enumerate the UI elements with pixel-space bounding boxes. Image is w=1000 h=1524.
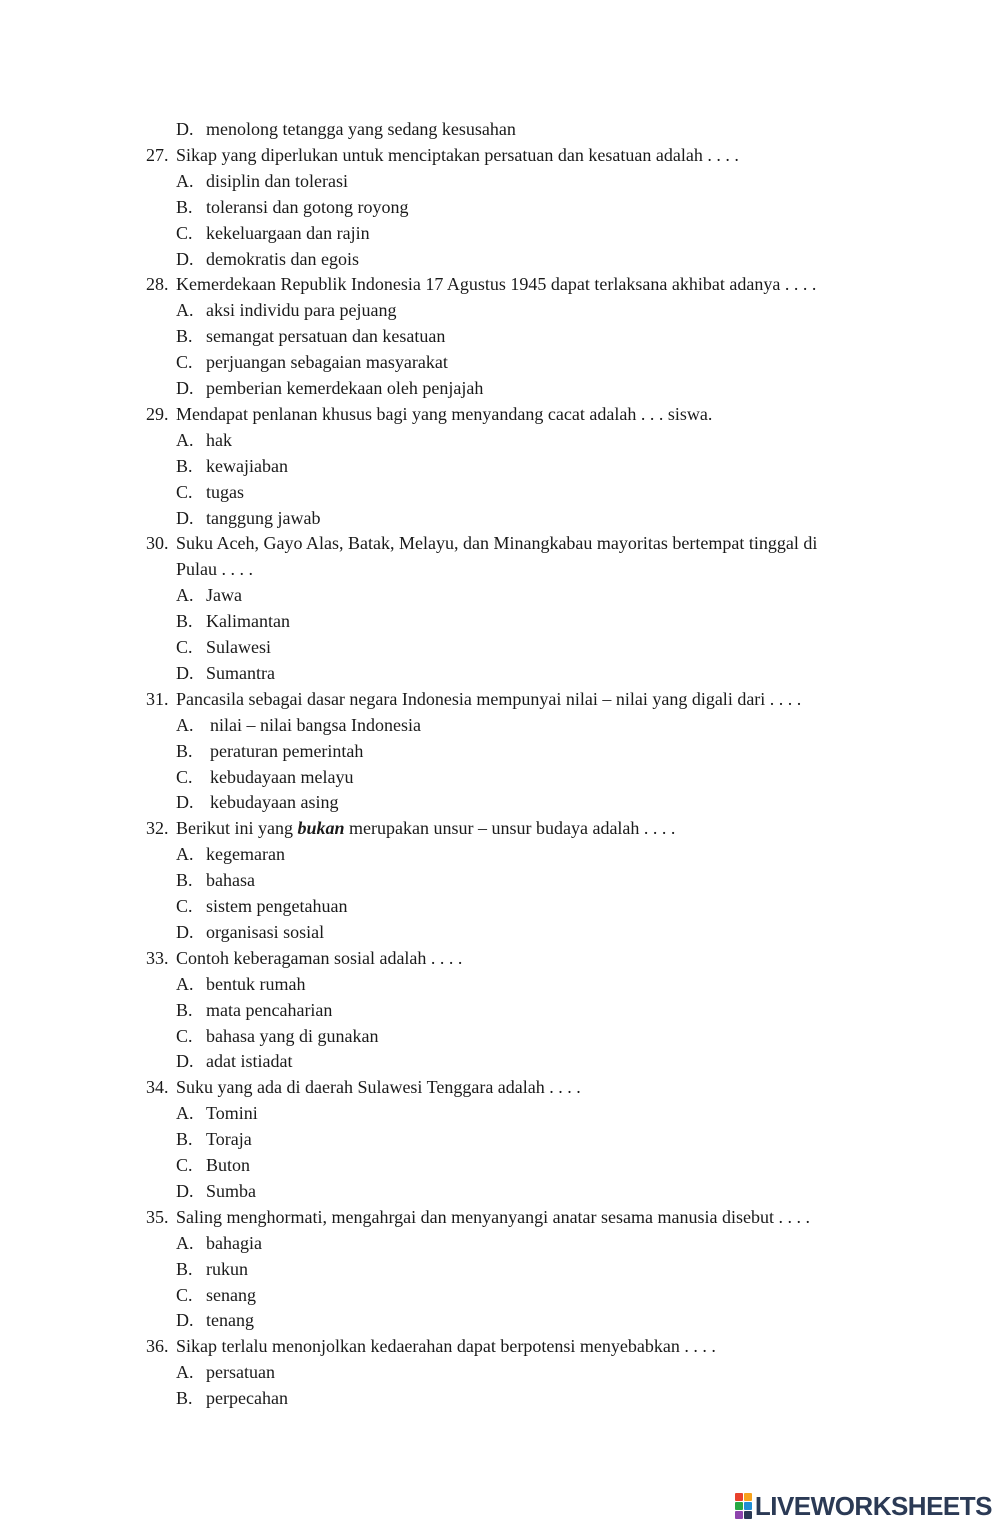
question-text-part: Suku yang ada di daerah Sulawesi Tenggara adalah . . . . (176, 1077, 581, 1098)
option-text[interactable]: kebudayaan asing (210, 792, 339, 813)
option-text[interactable]: adat istiadat (206, 1051, 293, 1072)
option-letter: C. (176, 222, 193, 243)
question-number: 28. (146, 274, 169, 295)
option-text[interactable]: kekeluargaan dan rajin (206, 222, 370, 243)
option-text[interactable]: kewajiaban (206, 455, 288, 476)
question-text-part: Mendapat penlanan khusus bagi yang menyandang cacat adalah . . . siswa. (176, 403, 713, 424)
option-letter: A. (176, 1362, 194, 1383)
option-letter: C. (176, 1025, 193, 1046)
option-text[interactable]: nilai – nilai bangsa Indonesia (210, 714, 421, 735)
logo-block (735, 1511, 743, 1519)
option-letter: A. (176, 300, 194, 321)
option-letter: B. (176, 870, 193, 891)
option-text[interactable]: kebudayaan melayu (210, 766, 354, 787)
question-text (176, 143, 739, 167)
question-number: 29. (146, 403, 169, 424)
option-letter: B. (176, 1388, 193, 1409)
option-letter: A. (176, 973, 194, 994)
option-text[interactable]: bentuk rumah (206, 973, 306, 994)
option-text[interactable]: peraturan pemerintah (210, 740, 364, 761)
question-text (176, 1075, 581, 1099)
option-letter: D. (176, 248, 194, 269)
option-letter: D. (176, 507, 194, 528)
option-letter: D. (176, 662, 194, 683)
option-text[interactable]: Tomini (206, 1103, 258, 1124)
question-text (176, 402, 712, 426)
brand-name: LIVEWORKSHEETS (754, 1490, 992, 1521)
option-letter: B. (176, 611, 193, 632)
option-text[interactable]: Buton (206, 1155, 251, 1175)
logo-block (744, 1502, 752, 1510)
option-text[interactable]: menolong tetangga yang sedang kesusahan (206, 119, 516, 139)
question-number: 36. (146, 1336, 169, 1357)
option-letter: B. (176, 455, 193, 476)
option-letter: C. (176, 766, 193, 787)
question-text (176, 1334, 716, 1358)
option-text[interactable]: toleransi dan gotong royong (206, 196, 409, 217)
liveworksheets-logo-icon (735, 1493, 752, 1519)
question-text (176, 687, 801, 711)
question-text-part: merupakan unsur – unsur budaya adalah . . . . (344, 818, 676, 839)
question-number: 34. (146, 1077, 169, 1098)
option-letter: C. (176, 896, 193, 916)
logo-block (744, 1493, 752, 1501)
question-text-part: Kemerdekaan Republik Indonesia 17 Agustus 1945 dapat terlaksana akhibat adanya . . . . (176, 274, 817, 295)
question-text (176, 816, 675, 840)
option-letter: A. (176, 844, 194, 865)
question-text-part: Saling menghormati, mengahrgai dan menyanyangi anatar sesama manusia disebut . . . . (176, 1206, 810, 1227)
option-text[interactable]: Jawa (206, 585, 242, 606)
option-text[interactable]: mata pencaharian (206, 999, 333, 1020)
question-number: 27. (146, 144, 169, 165)
question-text-part: Contoh keberagaman sosial adalah . . . . (176, 947, 463, 968)
option-text[interactable]: Kalimantan (206, 611, 290, 632)
option-letter: D. (176, 1051, 194, 1072)
option-text[interactable]: senang (206, 1284, 256, 1305)
question-text-part: Sikap terlalu menonjolkan kedaerahan dapat berpotensi menyebabkan . . . . (176, 1336, 716, 1357)
option-text[interactable]: perjuangan sebagaian masyarakat (206, 352, 448, 373)
question-text (176, 1205, 810, 1229)
option-letter: D. (176, 1180, 194, 1201)
option-letter: D. (176, 792, 194, 813)
option-letter: B. (176, 1129, 193, 1150)
option-text[interactable]: hak (206, 429, 232, 450)
option-text[interactable]: aksi individu para pejuang (206, 300, 397, 321)
option-text[interactable]: demokratis dan egois (206, 248, 359, 269)
option-text[interactable]: pemberian kemerdekaan oleh penjajah (206, 378, 484, 398)
logo-block (735, 1502, 743, 1510)
option-letter: D. (176, 378, 194, 398)
question-text (176, 557, 253, 581)
option-text[interactable]: Toraja (206, 1129, 252, 1150)
option-text[interactable]: Sulawesi (206, 637, 271, 657)
question-number: 30. (146, 533, 169, 554)
option-letter: A. (176, 170, 194, 191)
option-letter: B. (176, 1258, 193, 1279)
option-text[interactable]: tenang (206, 1310, 254, 1331)
option-letter: D. (176, 119, 194, 139)
liveworksheets-brand[interactable] (735, 1492, 992, 1520)
option-text[interactable]: tanggung jawab (206, 507, 321, 528)
question-text-part: Pulau . . . . (176, 559, 254, 580)
question-number: 35. (146, 1206, 169, 1227)
question-number: 33. (146, 947, 169, 968)
option-letter: A. (176, 429, 194, 450)
question-emphasis: bukan (297, 818, 345, 839)
option-text[interactable]: kegemaran (206, 844, 285, 865)
option-text[interactable]: rukun (206, 1258, 248, 1279)
option-letter: A. (176, 1103, 194, 1124)
question-text-part: Pancasila sebagai dasar negara Indonesia mempunyai nilai – nilai yang digali dari . . . . (176, 688, 802, 709)
option-letter: A. (176, 714, 194, 735)
question-number: 31. (146, 688, 169, 709)
option-letter: B. (176, 196, 193, 217)
option-letter: C. (176, 481, 193, 502)
option-letter: D. (176, 1310, 194, 1331)
logo-block (735, 1493, 743, 1501)
option-text[interactable]: organisasi sosial (206, 921, 325, 942)
option-letter: B. (176, 740, 193, 761)
option-text[interactable]: tugas (206, 481, 244, 502)
option-letter: C. (176, 1284, 193, 1305)
option-text[interactable]: bahagia (206, 1232, 262, 1253)
option-letter: C. (176, 1155, 193, 1175)
option-letter: C. (176, 352, 193, 373)
option-letter: A. (176, 585, 194, 606)
option-text[interactable]: persatuan (206, 1362, 275, 1383)
option-text[interactable]: bahasa yang di gunakan (206, 1025, 379, 1046)
option-text[interactable]: bahasa (206, 870, 255, 891)
question-text (176, 946, 462, 970)
question-text-part: Berikut ini yang (176, 818, 298, 839)
option-letter: D. (176, 921, 194, 942)
option-text[interactable]: disiplin dan tolerasi (206, 170, 348, 191)
option-text[interactable]: semangat persatuan dan kesatuan (206, 326, 446, 347)
option-letter: B. (176, 326, 193, 347)
option-text[interactable]: Sumantra (206, 662, 275, 683)
option-text[interactable]: perpecahan (206, 1388, 288, 1409)
question-text-part: Suku Aceh, Gayo Alas, Batak, Melayu, dan Minangkabau mayoritas bertempat tinggal di (176, 533, 818, 554)
option-text[interactable]: sistem pengetahuan (206, 896, 348, 916)
option-text[interactable]: Sumba (206, 1180, 257, 1201)
option-letter: B. (176, 999, 193, 1020)
question-number: 32. (146, 818, 169, 839)
option-letter: C. (176, 637, 193, 657)
question-text (176, 272, 816, 296)
logo-block (744, 1511, 752, 1519)
question-text (176, 531, 817, 555)
question-text-part: Sikap yang diperlukan untuk menciptakan persatuan dan kesatuan adalah . . . . (176, 144, 739, 165)
option-letter: A. (176, 1232, 194, 1253)
